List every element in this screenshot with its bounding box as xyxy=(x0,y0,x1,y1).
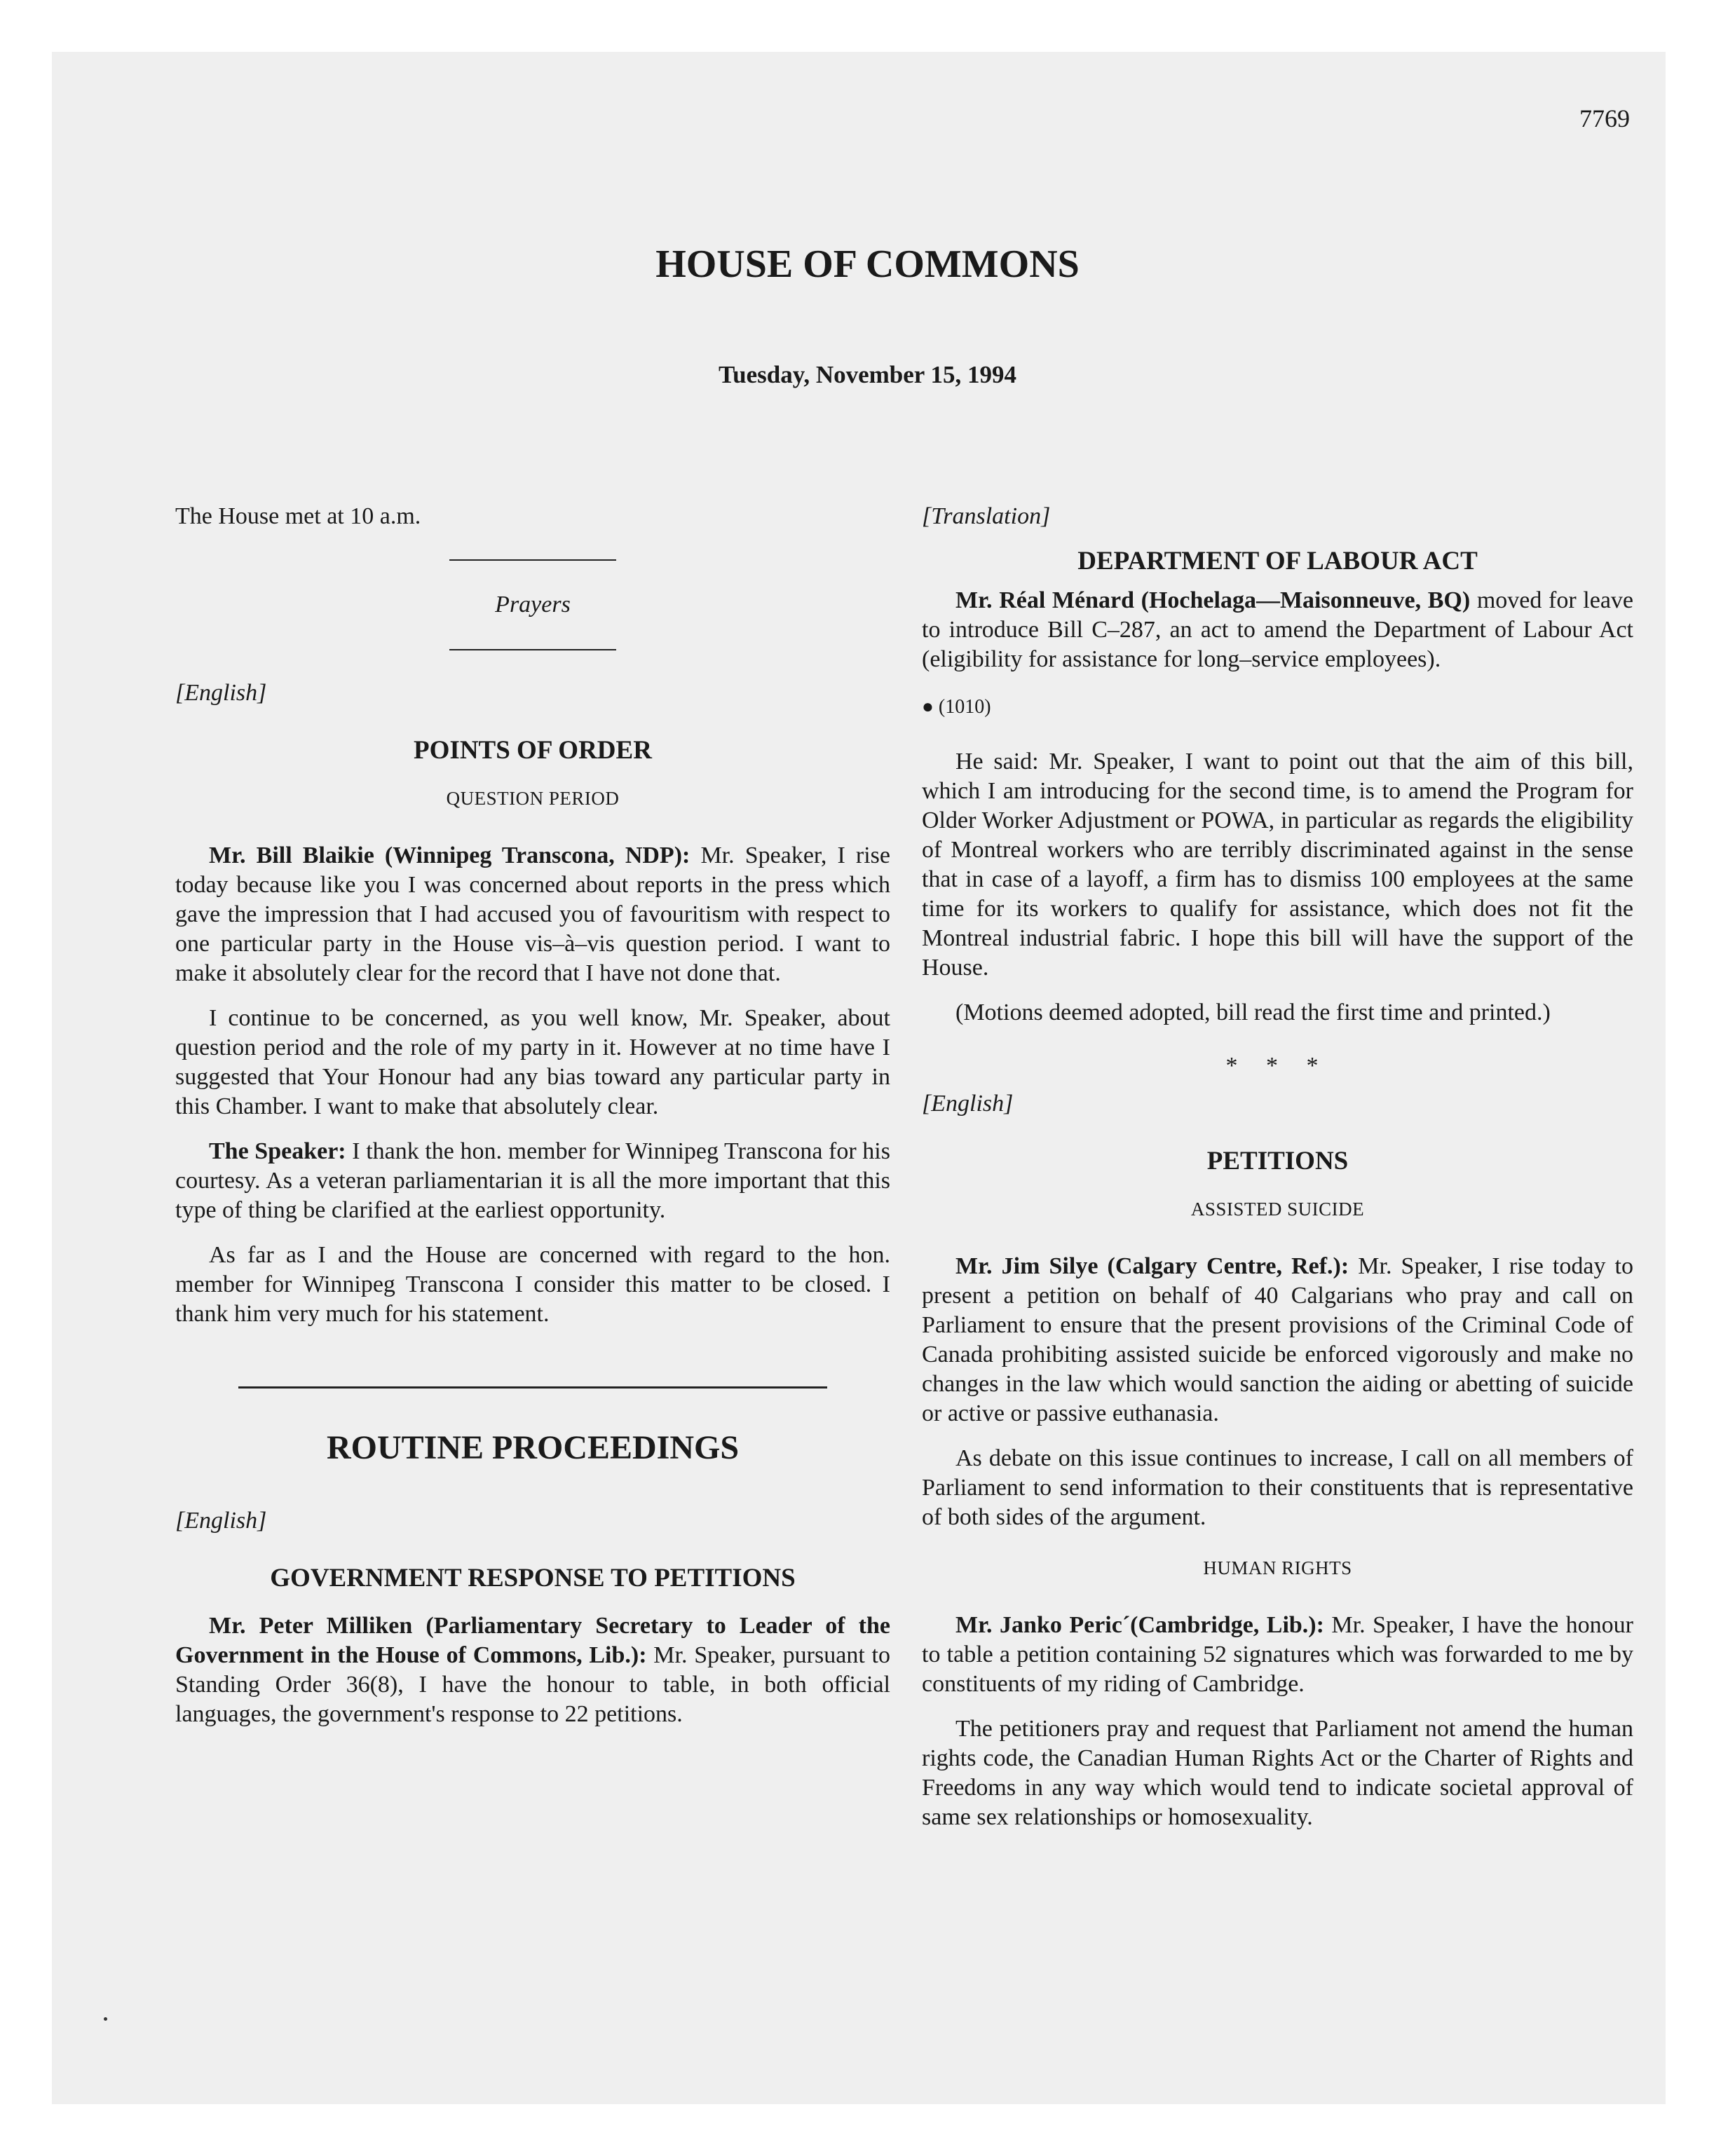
speaker-name: The Speaker: xyxy=(209,1138,346,1164)
section-heading-petitions: PETITIONS xyxy=(1206,1147,1349,1175)
sitting-date: Tuesday, November 15, 1994 xyxy=(719,361,1016,388)
house-met-line: The House met at 10 a.m. xyxy=(175,503,421,529)
language-note: [Translation] xyxy=(922,503,1051,529)
page-number: 7769 xyxy=(1579,104,1630,132)
prayers-label: Prayers xyxy=(495,592,571,618)
paragraph-milliken xyxy=(175,1611,890,1729)
section-heading-labour-act: DEPARTMENT OF LABOUR ACT xyxy=(1077,547,1478,575)
paragraph-text: moved for leave to introduce Bill C–287, an act to amend the Department of Labour Act (eligibility for assistance for long–service employees). xyxy=(922,587,1633,672)
paragraph-silye-1 xyxy=(922,1252,1633,1428)
paragraph-text: Mr. Speaker, pursuant to Standing Order 36(8), I have the honour to table, in both official languages, the government's response to 22 petitions. xyxy=(175,1642,890,1727)
paragraph-peric-2: The petitioners pray and request that Parliament not amend the human rights code, the Canadian Human Rights Act or the Charter of Rights and Freedoms in any way which would tend to indicate societal approval of same sex relationships or homosexuality. xyxy=(922,1716,1633,1830)
left-column xyxy=(175,502,890,1729)
paragraph-menard xyxy=(922,586,1633,674)
paragraph-text: I thank the hon. member for Winnipeg Transcona for his courtesy. As a veteran parliamentarian it is all the more important that this type of thing be clarified at the earliest opportunity. xyxy=(175,1138,890,1223)
divider xyxy=(449,559,616,561)
section-heading-routine-proceedings: ROUTINE PROCEEDINGS xyxy=(326,1429,740,1466)
subheading-human-rights: HUMAN RIGHTS xyxy=(1203,1557,1352,1578)
language-note: [English] xyxy=(175,1508,267,1534)
divider xyxy=(449,649,616,650)
speaker-name: Mr. Janko Peric´(Cambridge, Lib.): xyxy=(955,1612,1324,1638)
language-note: [English] xyxy=(922,1091,1014,1117)
paragraph-text: Mr. Speaker, I rise today to present a petition on behalf of 40 Calgarians who pray and call on Parliament to ensure that the present provisions of the Criminal Code of Canada prohibiting assisted suicide be enforced vigorously and make no changes in the law which would sanction the aiding or abetting of suicide or active or passive euthanasia. xyxy=(922,1253,1633,1426)
paragraph-text: Mr. Speaker, I have the honour to table a petition containing 52 signatures which was forwarded to me by constituents of my riding of Cambridge. xyxy=(922,1612,1634,1697)
language-note: [English] xyxy=(175,680,267,706)
section-heading-points-of-order: POINTS OF ORDER xyxy=(414,736,652,765)
speaker-name: Mr. Jim Silye (Calgary Centre, Ref.): xyxy=(955,1253,1349,1279)
paragraph-text: Mr. Speaker, I rise today because like you I was concerned about reports in the press which gave the impression that I had accused you of favouritism with respect to one particular party in the House vis–à–vis question period. I want to make it absolutely clear for the record that I have not done that. xyxy=(175,842,891,986)
section-heading-government-response: GOVERNMENT RESPONSE TO PETITIONS xyxy=(270,1564,796,1592)
paragraph-motions: (Motions deemed adopted, bill read the first time and printed.) xyxy=(955,999,1551,1025)
subheading-question-period: QUESTION PERIOD xyxy=(446,788,620,809)
paragraph-peric-1 xyxy=(922,1611,1633,1699)
scan-speck xyxy=(104,2017,107,2021)
speaker-name: Mr. Bill Blaikie (Winnipeg Transcona, NDP): xyxy=(209,842,690,868)
paragraph-silye-2: As debate on this issue continues to increase, I call on all members of Parliament to send information to their constituents that is representative of both sides of the argument. xyxy=(922,1445,1633,1530)
section-divider xyxy=(238,1386,827,1389)
time-marker: ● (1010) xyxy=(922,696,991,718)
speaker-name: Mr. Peter Milliken (Parliamentary Secretary to Leader of the Government in the House of Commons, Lib.): xyxy=(175,1613,890,1668)
page-title: HOUSE OF COMMONS xyxy=(655,243,1080,286)
paragraph-blaikie-2: I continue to be concerned, as you well know, Mr. Speaker, about question period and the role of my party in it. However at no time have I suggested that Your Honour had any bias toward any particular party in this Chamber. I want to make that absolutely clear. xyxy=(175,1005,890,1119)
paragraph-speaker-1 xyxy=(175,1137,890,1225)
speaker-name: Mr. Réal Ménard (Hochelaga—Maisonneuve, BQ) xyxy=(955,587,1471,613)
section-separator-stars: * * * xyxy=(1225,1053,1330,1079)
subheading-assisted-suicide: ASSISTED SUICIDE xyxy=(1190,1199,1365,1220)
paragraph-speaker-2: As far as I and the House are concerned with regard to the hon. member for Winnipeg Transcona I consider this matter to be closed. I thank him very much for his statement. xyxy=(175,1242,890,1327)
paragraph-menard-said: He said: Mr. Speaker, I want to point out that the aim of this bill, which I am introducing for the second time, is to amend the Program for Older Worker Adjustment or POWA, in particular as regards the eligibility of Montreal workers who are terribly discriminated against in the sense that in case of a layoff, a firm has to dismiss 100 employees at the same time for its workers to qualify for assistance, which does not fit the Montreal industrial fabric. I hope this bill will have the support of the House. xyxy=(922,749,1633,981)
right-column xyxy=(922,502,1633,1832)
paragraph-blaikie-1 xyxy=(175,841,890,988)
